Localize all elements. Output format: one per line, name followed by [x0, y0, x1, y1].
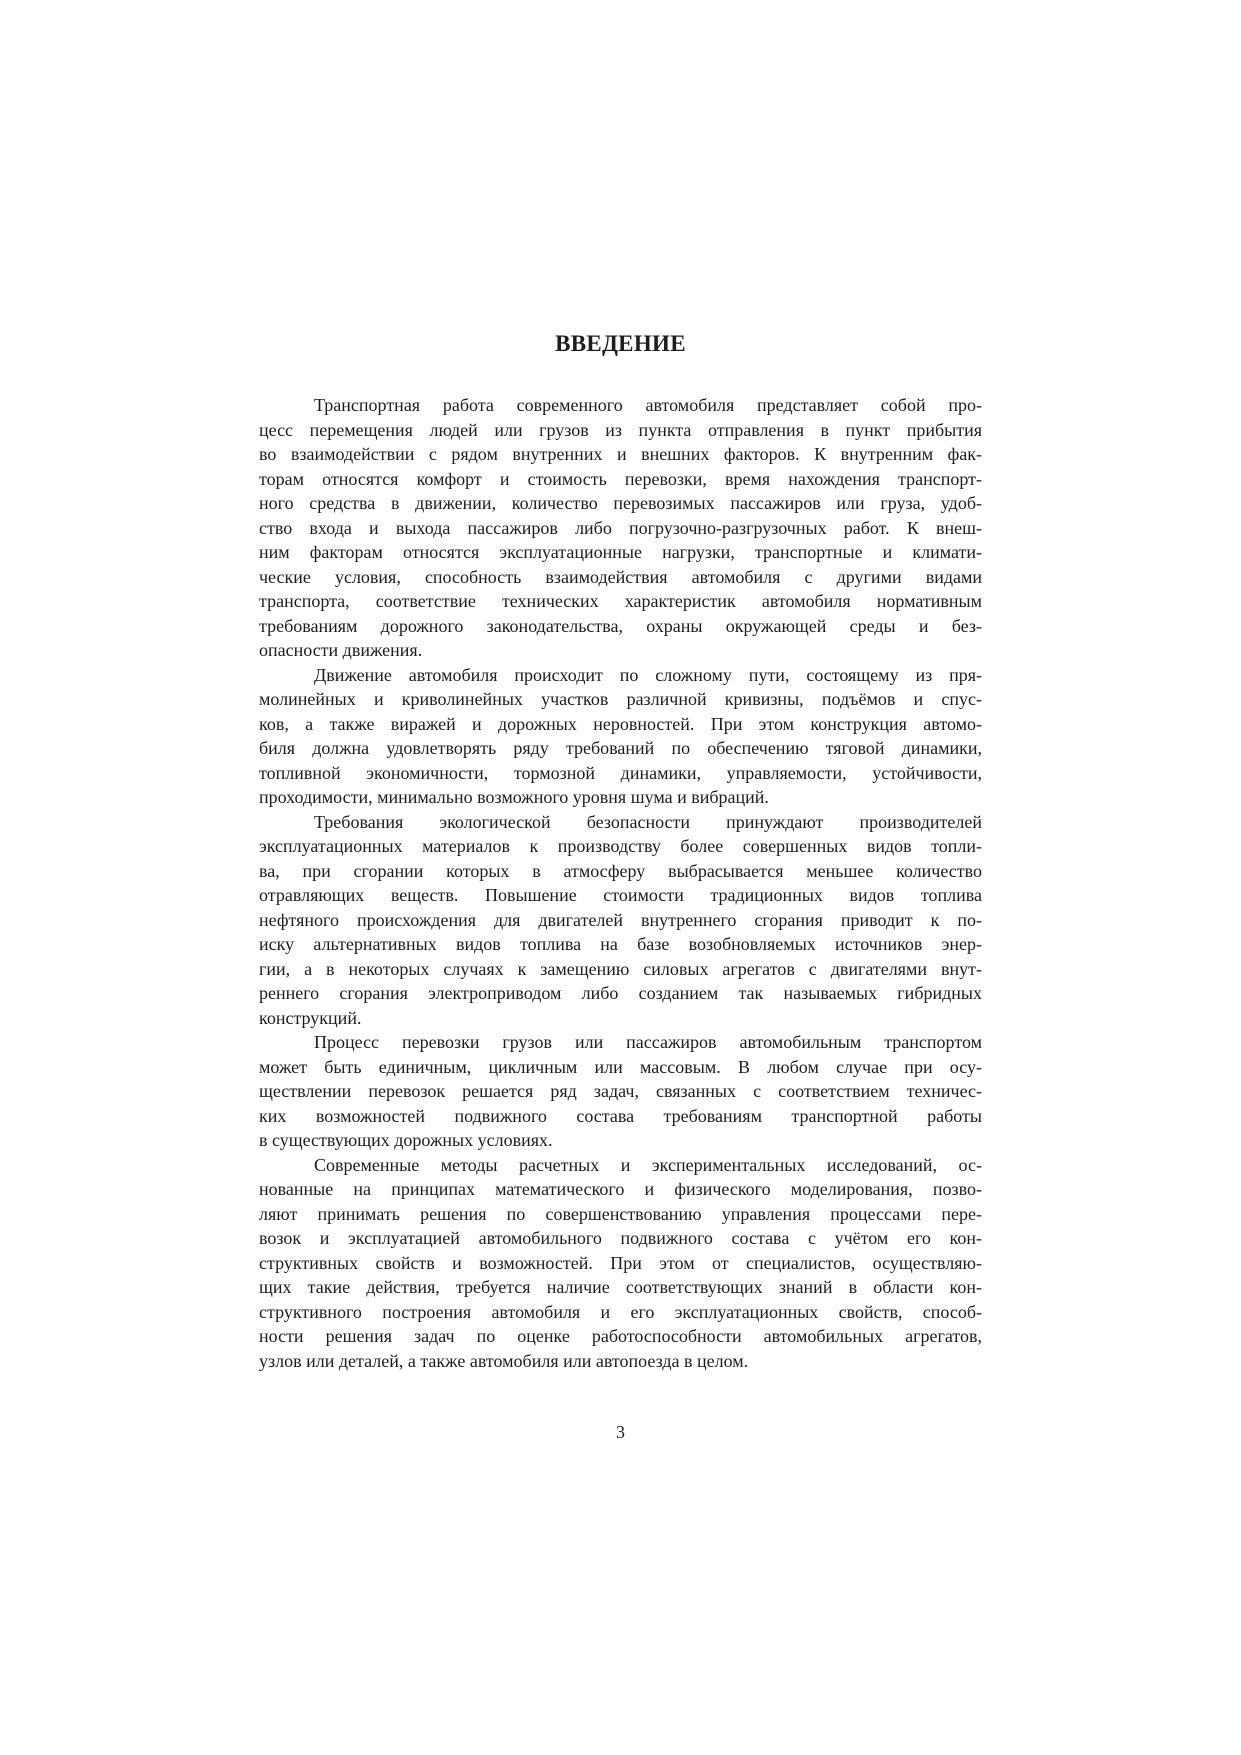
text-line: может быть единичным, цикличным или массовым. В любом случае при осу- — [259, 1056, 982, 1077]
text-line: ним факторам относятся эксплуатационные нагрузки, транспортные и климати- — [259, 542, 982, 562]
text-line: нованные на принципах математического и физического моделирования, позво- — [259, 1179, 982, 1199]
text-line: иску альтернативных видов топлива на базе возобновляемых источников энер- — [259, 934, 982, 954]
text-line: ляют принимать решения по совершенствованию управления процессами пере- — [259, 1203, 982, 1224]
text-line: ва, при сгорании которых в атмосферу выбрасывается меньшее количество — [259, 860, 982, 881]
text-line: Процесс перевозки грузов или пассажиров автомобильным транспортом — [314, 1032, 982, 1052]
text-line: ков, а также виражей и дорожных неровностей. При этом конструкция автомо- — [259, 713, 982, 734]
text-line: цесс перемещения людей или грузов из пункта отправления в пункт прибытия — [259, 419, 982, 440]
paragraph — [259, 393, 982, 663]
document-body — [259, 329, 982, 1373]
paragraph — [259, 663, 982, 810]
text-line: Движение автомобиля происходит по сложному пути, состоящему из пря- — [314, 664, 982, 685]
text-line: возок и эксплуатацией автомобильного подвижного состава с учётом его кон- — [259, 1228, 982, 1248]
text-line: структивного построения автомобиля и его эксплуатационных свойств, способ- — [259, 1301, 982, 1322]
text-line: реннего сгорания электроприводом либо созданием так называемых гибридных — [259, 983, 982, 1003]
text-line: Современные методы расчетных и экспериментальных исследований, ос- — [314, 1154, 982, 1175]
text-line: гии, а в некоторых случаях к замещению силовых агрегатов с двигателями внут- — [259, 958, 982, 979]
text-line: ного средства в движении, количество перевозимых пассажиров или груза, удоб- — [259, 493, 982, 513]
text-line: биля должна удовлетворять ряду требований по обеспечению тяговой динамики, — [259, 738, 982, 758]
text-line: торам относятся комфорт и стоимость перевозки, время нахождения транспорт- — [259, 468, 982, 489]
text-line: опасности движения. — [259, 640, 423, 660]
text-line: конструкций. — [259, 1007, 362, 1028]
text-line: топливной экономичности, тормозной динамики, управляемости, устойчивости, — [259, 762, 982, 783]
text-line: щих такие действия, требуется наличие соответствующих знаний в области кон- — [259, 1277, 982, 1297]
paragraph — [259, 810, 982, 1031]
text-line: ких возможностей подвижного состава требованиям транспортной работы — [259, 1105, 982, 1126]
text-line: узлов или деталей, а также автомобиля или автопоезда в целом. — [259, 1350, 749, 1371]
text-line: структивных свойств и возможностей. При этом от специалистов, осуществляю- — [259, 1252, 982, 1273]
text-line: нефтяного происхождения для двигателей внутреннего сгорания приводит к по- — [259, 909, 982, 930]
page-title: ВВЕДЕНИЕ — [555, 331, 686, 356]
text-line: в существующих дорожных условиях. — [259, 1130, 553, 1150]
paragraph — [259, 1030, 982, 1153]
text-line: требованиям дорожного законодательства, охраны окружающей среды и без- — [259, 615, 982, 636]
text-line: эксплуатационных материалов к производству более совершенных видов топли- — [259, 836, 982, 856]
text-line: Транспортная работа современного автомобиля представляет собой про- — [314, 395, 982, 415]
text-line: ности решения задач по оценке работоспособности автомобильных агрегатов, — [259, 1326, 982, 1346]
text-line: проходимости, минимально возможного уровня шума и вибраций. — [259, 787, 769, 807]
text-line: отравляющих веществ. Повышение стоимости традиционных видов топлива — [259, 885, 982, 905]
page-number: 3 — [616, 1422, 625, 1442]
text-line: ческие условия, способность взаимодействия автомобиля с другими видами — [259, 566, 982, 587]
text-line: молинейных и криволинейных участков различной кривизны, подъёмов и спус- — [259, 689, 982, 709]
paragraph — [259, 1153, 982, 1374]
text-line: ществлении перевозок решается ряд задач, связанных с соответствием техничес- — [259, 1081, 982, 1101]
text-line: во взаимодействии с рядом внутренних и внешних факторов. К внутренним фак- — [259, 444, 982, 464]
text-line: транспорта, соответствие технических характеристик автомобиля нормативным — [259, 591, 982, 611]
paragraphs-container — [259, 393, 982, 1373]
text-line: ство входа и выхода пассажиров либо погрузочно-разгрузочных работ. К внеш- — [259, 517, 982, 538]
text-line: Требования экологической безопасности принуждают производителей — [314, 811, 982, 832]
